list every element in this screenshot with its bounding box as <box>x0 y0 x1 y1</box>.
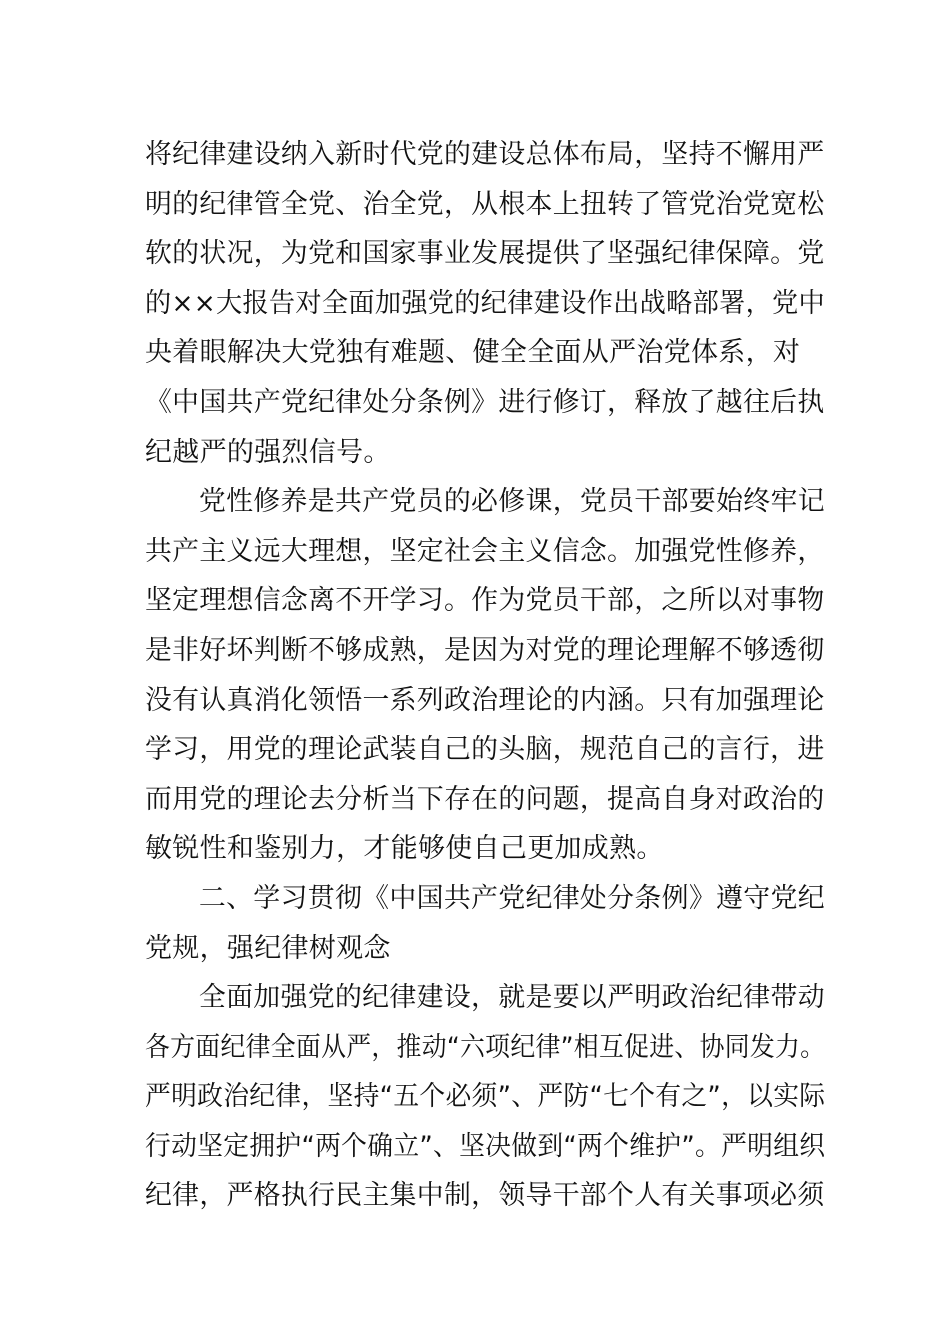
text-line: 党性修养是共产党员的必修课，党员干部要始终牢记 <box>198 486 825 518</box>
text-line: 而用党的理论去分析当下存在的问题，提高自身对政治的 <box>145 783 825 815</box>
text-line: 坚定理想信念离不开学习。作为党员干部，之所以对事物 <box>145 585 825 617</box>
text-line: 敏锐性和鉴别力，才能够使自己更加成熟。 <box>145 833 664 865</box>
text-line: 严明政治纪律，坚持“五个必须”、严防“七个有之”，以实际 <box>145 1081 826 1113</box>
text-line: 是非好坏判断不够成熟，是因为对党的理论理解不够透彻 <box>145 634 825 666</box>
text-line: 将纪律建设纳入新时代党的建设总体布局，坚持不懈用严 <box>145 139 825 170</box>
text-line: 全面加强党的纪律建设，就是要以严明政治纪律带动 <box>198 982 825 1014</box>
text-line: 没有认真消化领悟一系列政治理论的内涵。只有加强理论 <box>145 684 825 716</box>
text-line: 的××大报告对全面加强党的纪律建设作出战略部署，党中 <box>145 287 826 319</box>
text-line: 学习，用党的理论武装自己的头脑，规范自己的言行，进 <box>145 734 825 766</box>
text-line: 行动坚定拥护“两个确立”、坚决做到“两个维护”。严明组织 <box>145 1130 826 1162</box>
text-line: 党规，强纪律树观念 <box>145 932 391 964</box>
text-line: 纪律，严格执行民主集中制，领导干部个人有关事项必须 <box>145 1180 825 1212</box>
text-line: 央着眼解决大党独有难题、健全全面从严治党体系，对 <box>145 337 801 369</box>
text-line: 软的状况，为党和国家事业发展提供了坚强纪律保障。党 <box>145 238 825 270</box>
text-line: 《中国共产党纪律处分条例》进行修订，释放了越往后执 <box>145 386 825 418</box>
document-body <box>145 130 825 1221</box>
text-line: 各方面纪律全面从严，推动“六项纪律”相互促进、协同发力。 <box>145 1031 826 1063</box>
text-line: 共产主义远大理想，坚定社会主义信念。加强党性修养， <box>145 535 825 567</box>
text-line: 二、学习贯彻《中国共产党纪律处分条例》遵守党纪 <box>198 882 825 914</box>
text-line: 纪越严的强烈信号。 <box>145 436 391 468</box>
text-line: 明的纪律管全党、治全党，从根本上扭转了管党治党宽松 <box>145 188 825 220</box>
